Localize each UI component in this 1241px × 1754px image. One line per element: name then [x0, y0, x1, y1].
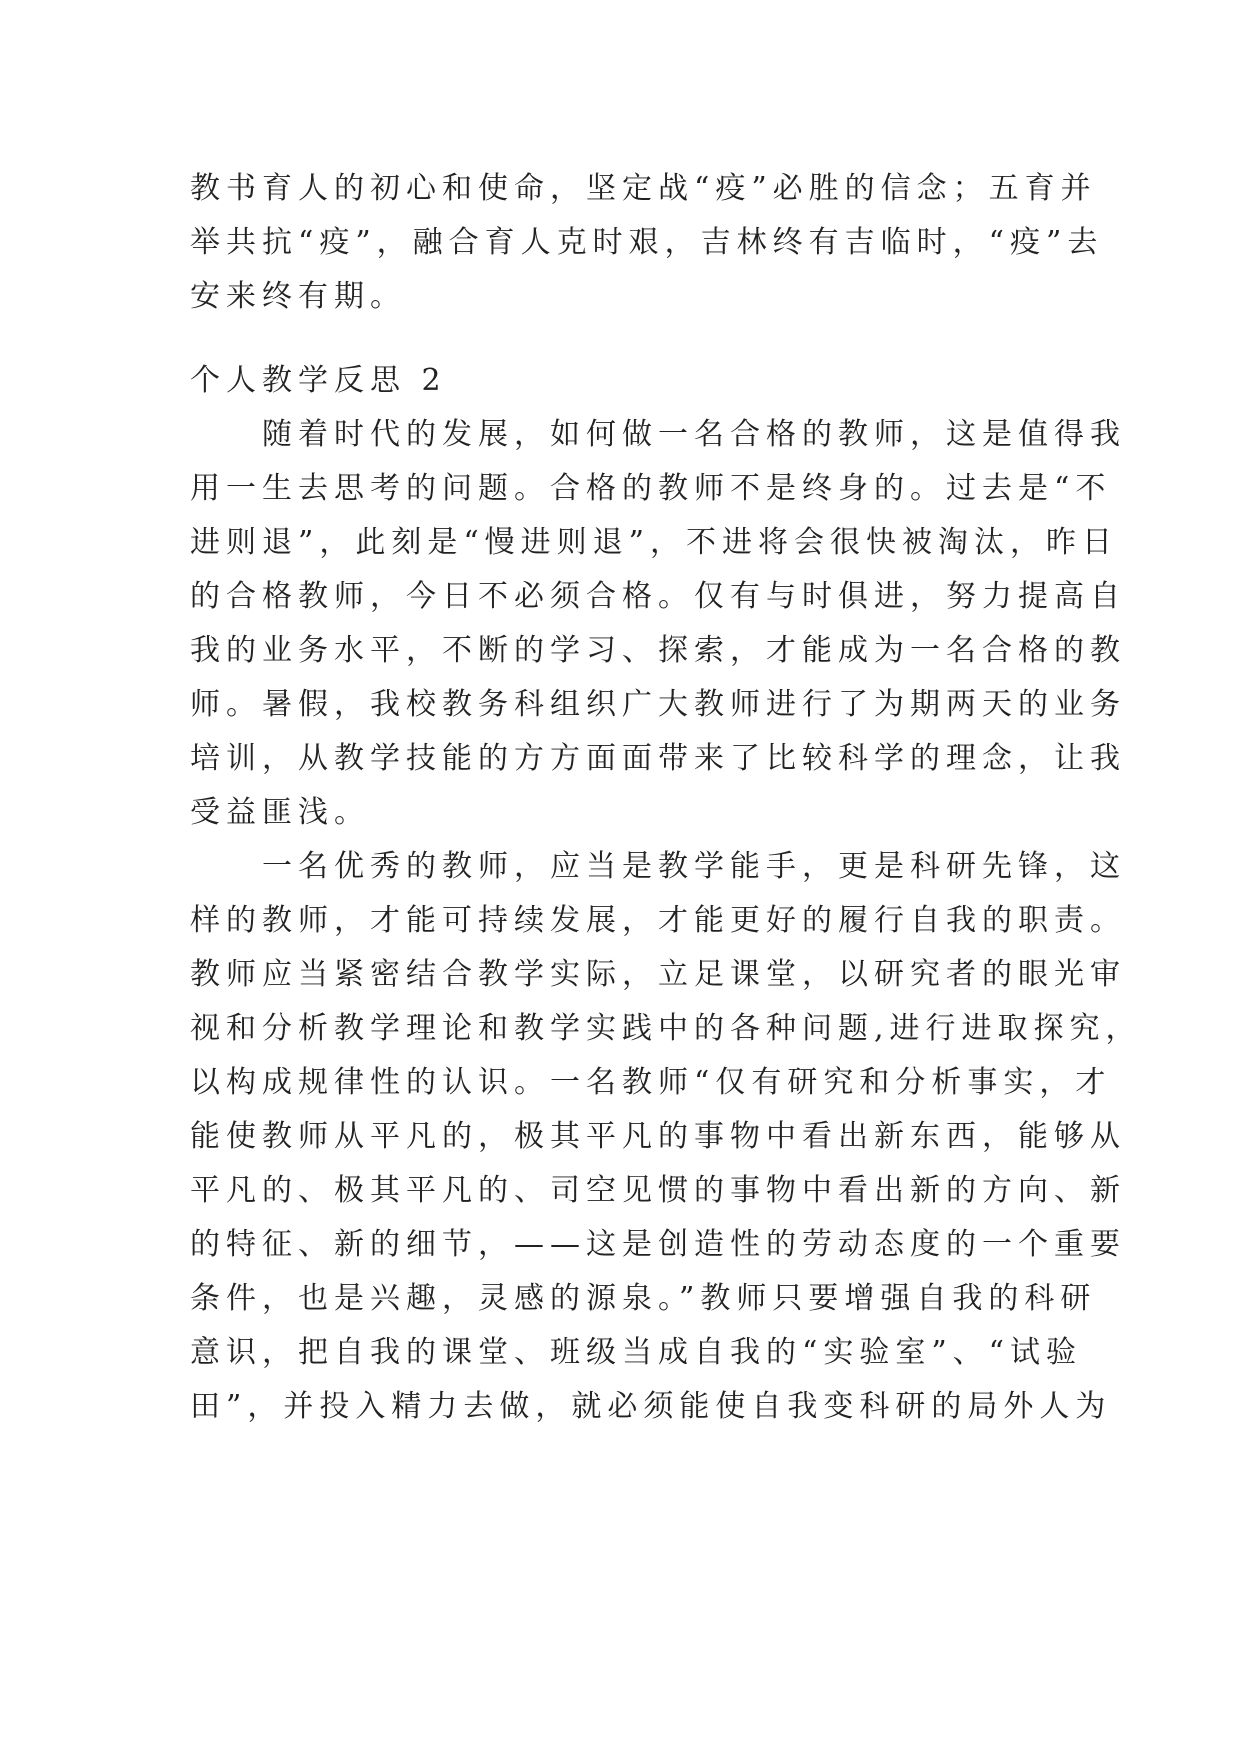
paragraph-line: 一名优秀的教师，应当是教学能手，更是科研先锋，这 — [190, 849, 1126, 884]
paragraph-line: 视和分析教学理论和教学实践中的各种问题,进行进取探究， — [190, 1011, 1142, 1046]
paragraph-line: 的合格教师，今日不必须合格。仅有与时俱进，努力提高自 — [190, 579, 1126, 614]
paragraph-line: 受益匪浅。 — [190, 795, 370, 830]
paragraph-line: 安来终有期。 — [190, 279, 406, 314]
paragraph-line: 我的业务水平，不断的学习、探索，才能成为一名合格的教 — [190, 633, 1126, 668]
section-heading: 个人教学反思 2 — [190, 363, 447, 398]
paragraph-line: 师。暑假，我校教务科组织广大教师进行了为期两天的业务 — [190, 687, 1126, 722]
paragraph-line: 用一生去思考的问题。合格的教师不是终身的。过去是“不 — [190, 471, 1112, 506]
paragraph-line: 田”，并投入精力去做，就必须能使自我变科研的局外人为 — [190, 1389, 1112, 1424]
paragraph-line: 的特征、新的细节，——这是创造性的劳动态度的一个重要 — [190, 1227, 1126, 1262]
paragraph-line: 能使教师从平凡的，极其平凡的事物中看出新东西，能够从 — [190, 1119, 1126, 1154]
paragraph-line: 平凡的、极其平凡的、司空见惯的事物中看出新的方向、新 — [190, 1173, 1126, 1208]
paragraph-line: 以构成规律性的认识。一名教师“仅有研究和分析事实，才 — [190, 1065, 1112, 1100]
document-body — [190, 162, 1142, 1434]
paragraph-line: 随着时代的发展，如何做一名合格的教师，这是值得我 — [190, 417, 1126, 452]
paragraph-line: 培训，从教学技能的方方面面带来了比较科学的理念，让我 — [190, 741, 1126, 776]
paragraph-line: 意识，把自我的课堂、班级当成自我的“实验室”、“试验 — [190, 1335, 1083, 1370]
paragraph-line: 教师应当紧密结合教学实际，立足课堂，以研究者的眼光审 — [190, 957, 1126, 992]
paragraph-line: 条件，也是兴趣，灵感的源泉。”教师只要增强自我的科研 — [190, 1281, 1097, 1316]
paragraph-line: 样的教师，才能可持续发展，才能更好的履行自我的职责。 — [190, 903, 1126, 938]
paragraph-line: 进则退”，此刻是“慢进则退”，不进将会很快被淘汰，昨日 — [190, 525, 1119, 560]
paragraph-line: 教书育人的初心和使命，坚定战“疫”必胜的信念；五育并 — [190, 171, 1097, 206]
paragraph-line: 举共抗“疫”，融合育人克时艰，吉林终有吉临时，“疫”去 — [190, 225, 1104, 260]
